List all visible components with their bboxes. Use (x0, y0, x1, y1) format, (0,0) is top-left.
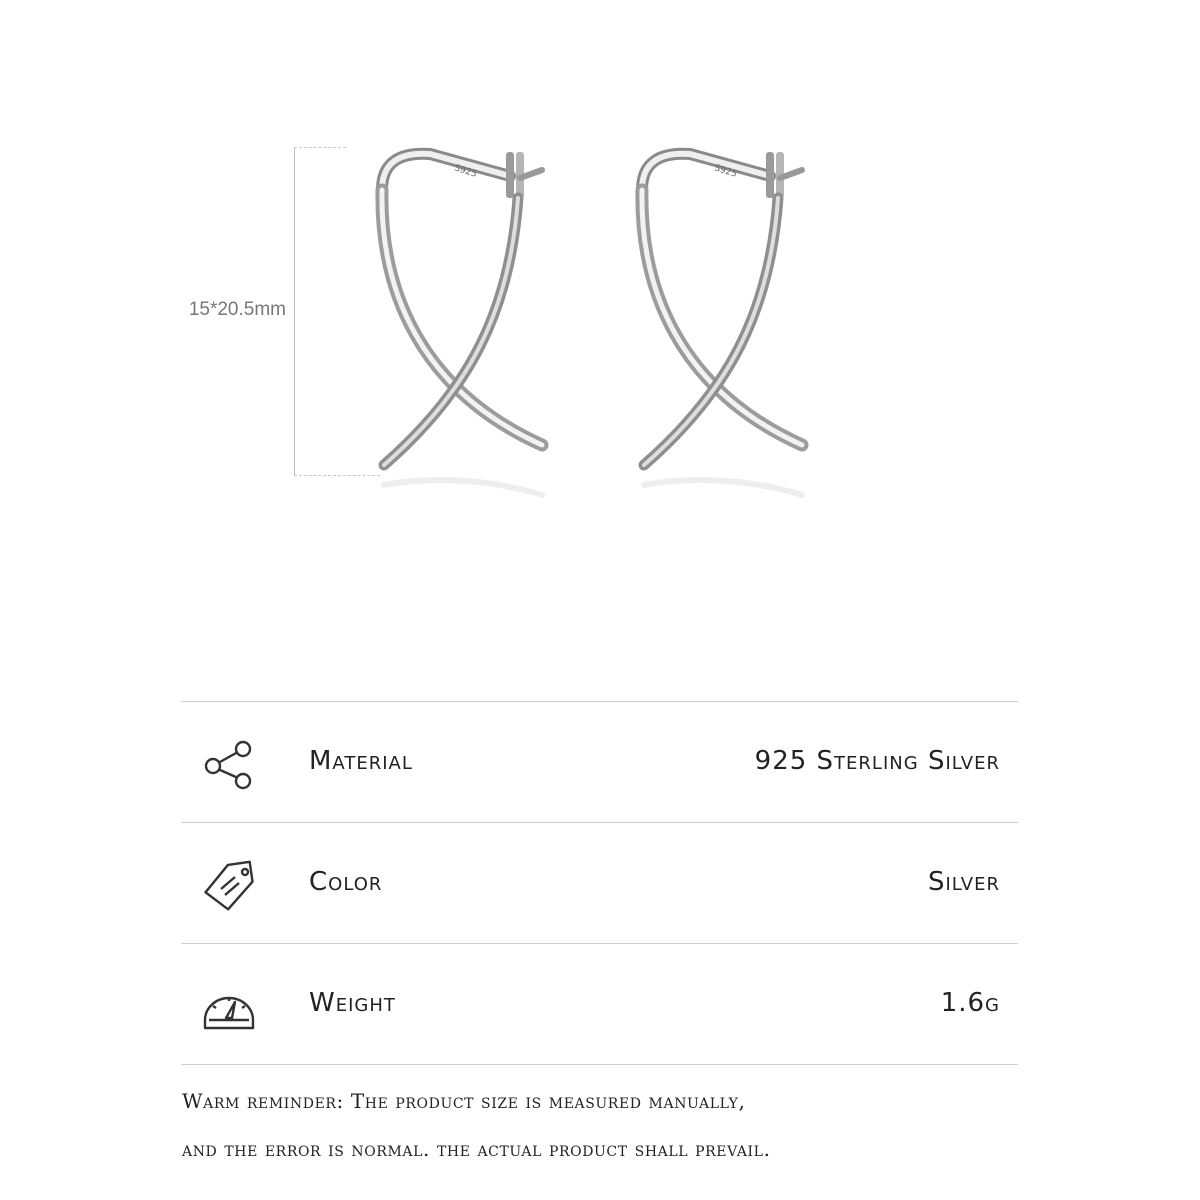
price-tag-icon (201, 859, 257, 915)
spec-row-color (181, 822, 1018, 943)
spec-value-weight: 1.6g (940, 988, 1000, 1018)
reminder-line-2: and the error is normal. the actual product shall prevail. (182, 1137, 771, 1161)
earring-right-image (620, 140, 820, 520)
spec-label-material: Material (309, 746, 413, 776)
dimension-guide-top (294, 147, 346, 148)
spec-value-color: Silver (927, 867, 1000, 897)
share-nodes-icon (201, 738, 257, 794)
stamp-text-right: S925 (713, 163, 738, 180)
earring-left-image (360, 140, 560, 520)
spec-value-material: 925 Sterling Silver (754, 746, 1000, 776)
stamp-text-left: S925 (453, 163, 478, 180)
dimension-line (294, 147, 295, 475)
spec-row-weight (181, 943, 1018, 1065)
spec-table (181, 701, 1018, 1065)
reminder-line-1: Warm reminder: The product size is measured manually, (182, 1089, 746, 1113)
spec-label-weight: Weight (309, 988, 396, 1018)
spec-row-material (181, 701, 1018, 822)
dimension-label: 15*20.5mm (188, 299, 286, 320)
spec-label-color: Color (309, 867, 383, 897)
scale-gauge-icon (201, 980, 257, 1036)
